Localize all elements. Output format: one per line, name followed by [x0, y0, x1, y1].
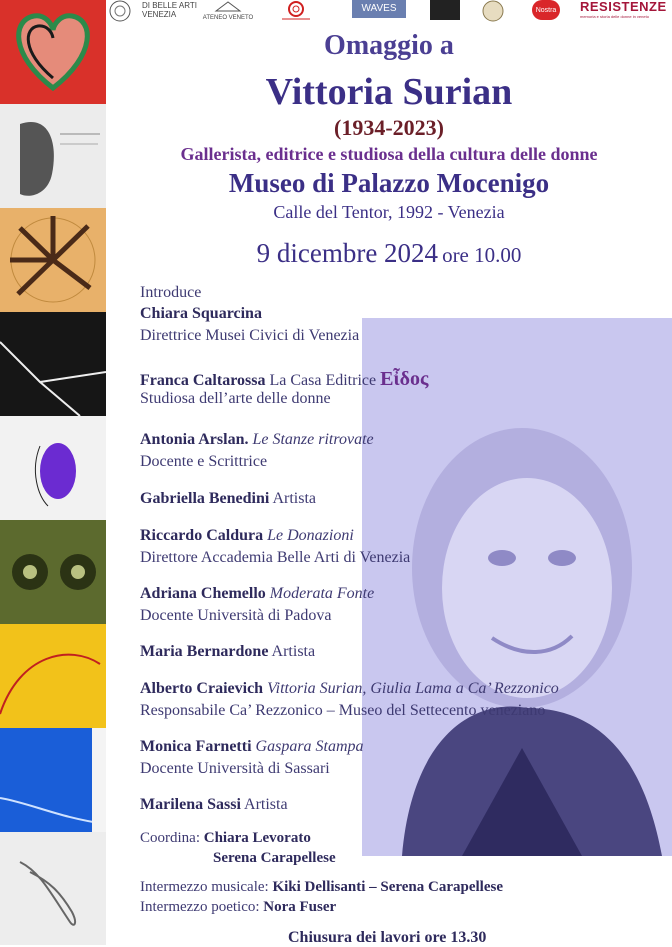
speaker-role: Responsabile Ca’ Rezzonico – Museo del Settecento veneziano	[140, 702, 546, 719]
speaker-name: Chiara Squarcina	[140, 305, 262, 322]
coordina-line-2: Serena Carapellese	[213, 850, 336, 866]
honoree-subtitle: Gallerista, editrice e studiosa della cultura delle donne	[180, 144, 598, 164]
speaker-role: Direttrice Musei Civici di Venezia	[140, 327, 360, 344]
speaker-name: Franca Caltarossa La Casa Editrice Εἶδος	[140, 368, 429, 390]
coordina-line: Coordina: Chiara Levorato	[140, 830, 311, 846]
venue-name: Museo di Palazzo Mocenigo	[228, 168, 550, 198]
nostra-logo: Nostra	[532, 0, 562, 22]
honoree-years: (1934-2023)	[334, 115, 444, 140]
spiral-logo-icon	[278, 0, 318, 22]
speaker-name: Maria Bernardone Artista	[140, 643, 316, 660]
kicker: Omaggio a	[324, 30, 454, 61]
honoree-name: Vittoria Surian	[265, 71, 513, 113]
speaker-name: Gabriella Benedini Artista	[140, 490, 317, 507]
speaker-role: Docente Università di Padova	[140, 607, 332, 624]
speaker-name: Adriana Chemello Moderata Fonte	[140, 585, 375, 602]
resistenze-logo: RESISTENZE memoria e storia delle donne in veneto	[580, 0, 667, 19]
speaker-role: Studiosa dell’arte delle donne	[140, 390, 331, 407]
cover-purple-figure	[0, 416, 106, 520]
speaker-name: Alberto Craievich Vittoria Surian, Giulia Lama a Ca’ Rezzonico	[140, 680, 559, 697]
musical-interlude: Intermezzo musicale: Kiki Dellisanti – Serena Carapellese	[140, 879, 503, 895]
cover-blue-wave	[0, 728, 106, 832]
ateneo-veneto-logo: ATENEO VENETO	[198, 0, 258, 22]
poetic-interlude: Intermezzo poetico: Nora Fuser	[140, 899, 337, 915]
book-logo-icon	[430, 0, 460, 20]
cover-lines-dark	[0, 312, 106, 416]
speaker-role: Docente Università di Sassari	[140, 760, 330, 777]
speaker-name: Marilena Sassi Artista	[140, 796, 288, 813]
venue-address: Calle del Tentor, 1992 - Venezia	[273, 202, 505, 222]
closing-time: Chiusura dei lavori ore 13.30	[288, 929, 487, 946]
cover-cracks	[0, 208, 106, 312]
accademia-seal-icon	[108, 0, 136, 22]
cover-face-sketch	[0, 104, 106, 208]
round-seal-icon	[480, 0, 510, 22]
waves-logo: WAVES	[352, 0, 406, 18]
speaker-name: Monica Farnetti Gaspara Stampa	[140, 738, 364, 755]
cover-yellow-arc	[0, 624, 106, 728]
event-datetime: 9 dicembre 2024 ore 10.00	[256, 238, 522, 268]
book-cover-strip	[0, 0, 106, 945]
cover-green-eyes	[0, 520, 106, 624]
speaker-name: Antonia Arslan. Le Stanze ritrovate	[140, 431, 374, 448]
cover-grey-sketch	[0, 832, 106, 945]
intro-label: Introduce	[140, 284, 202, 301]
speaker-role: Docente e Scrittrice	[140, 453, 268, 470]
accademia-logo-text: DI BELLE ARTI VENEZIA	[142, 1, 197, 19]
portrait-photo	[362, 318, 672, 856]
speaker-role: Direttore Accademia Belle Arti di Venezia	[140, 549, 411, 566]
logo-bar	[106, 0, 672, 26]
speaker-name: Riccardo Caldura Le Donazioni	[140, 527, 354, 544]
cover-heart	[0, 0, 106, 104]
